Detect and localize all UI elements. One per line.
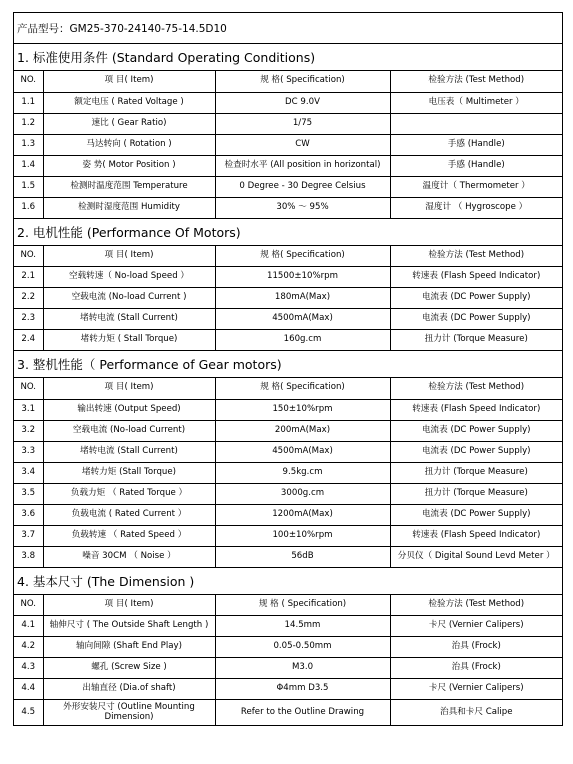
column-header: 项 目( Item) xyxy=(43,378,215,399)
specification-cell: 0 Degree - 30 Degree Celsius xyxy=(215,176,390,197)
column-header: NO. xyxy=(14,71,43,92)
row-number: 3.8 xyxy=(14,546,43,567)
item-cell: 出轴直径 (Dia.of shaft) xyxy=(43,679,215,700)
specification-cell: 200mA(Max) xyxy=(215,420,390,441)
row-number: 3.2 xyxy=(14,420,43,441)
row-number: 4.3 xyxy=(14,658,43,679)
test-method-cell: 电流表 (DC Power Supply) xyxy=(390,441,562,462)
row-number: 2.4 xyxy=(14,330,43,351)
item-cell: 速比 ( Gear Ratio) xyxy=(43,113,215,134)
row-number: 1.5 xyxy=(14,176,43,197)
spec-table xyxy=(14,246,562,352)
row-number: 1.6 xyxy=(14,197,43,218)
specification-cell: 检查时水平 (All position in horizontal) xyxy=(215,155,390,176)
table-row xyxy=(14,658,562,679)
table-row xyxy=(14,197,562,218)
item-cell: 噪音 30CM （ Noise ） xyxy=(43,546,215,567)
section-title: 3. 整机性能（ Performance of Gear motors) xyxy=(14,351,562,378)
specification-cell: 100±10%rpm xyxy=(215,525,390,546)
item-cell: 负载力矩 （ Rated Torque ） xyxy=(43,483,215,504)
table-row xyxy=(14,679,562,700)
table-row xyxy=(14,637,562,658)
specification-cell: CW xyxy=(215,134,390,155)
item-cell: 堵转电流 (Stall Current) xyxy=(43,441,215,462)
item-cell: 检测时温度范围 Temperature xyxy=(43,176,215,197)
column-header: NO. xyxy=(14,378,43,399)
table-row xyxy=(14,155,562,176)
row-number: 1.1 xyxy=(14,92,43,113)
row-number: 2.1 xyxy=(14,267,43,288)
table-header-row xyxy=(14,378,562,399)
spec-table xyxy=(14,595,562,727)
specification-cell: DC 9.0V xyxy=(215,92,390,113)
test-method-cell: 卡尺 (Vernier Calipers) xyxy=(390,679,562,700)
specification-cell: 3000g.cm xyxy=(215,483,390,504)
item-cell: 堵转电流 (Stall Current) xyxy=(43,309,215,330)
row-number: 4.2 xyxy=(14,637,43,658)
column-header: 检验方法 (Test Method) xyxy=(390,595,562,616)
item-cell: 额定电压 ( Rated Voltage ) xyxy=(43,92,215,113)
specification-cell: 160g.cm xyxy=(215,330,390,351)
column-header: 规 格( Specification) xyxy=(215,378,390,399)
row-number: 4.1 xyxy=(14,616,43,637)
item-cell: 马达转向 ( Rotation ) xyxy=(43,134,215,155)
table-row xyxy=(14,267,562,288)
section-title: 2. 电机性能 (Performance Of Motors) xyxy=(14,219,562,246)
specification-cell: M3.0 xyxy=(215,658,390,679)
row-number: 3.1 xyxy=(14,399,43,420)
test-method-cell: 转速表 (Flash Speed Indicator) xyxy=(390,399,562,420)
test-method-cell: 扭力计 (Torque Measure) xyxy=(390,330,562,351)
table-row xyxy=(14,525,562,546)
table-row xyxy=(14,309,562,330)
specification-cell: 0.05-0.50mm xyxy=(215,637,390,658)
table-row xyxy=(14,546,562,567)
item-cell: 输出转速 (Output Speed) xyxy=(43,399,215,420)
table-row xyxy=(14,113,562,134)
column-header: 检验方法 (Test Method) xyxy=(390,71,562,92)
row-number: 3.6 xyxy=(14,504,43,525)
table-row xyxy=(14,330,562,351)
table-row xyxy=(14,700,562,726)
test-method-cell: 转速表 (Flash Speed Indicator) xyxy=(390,267,562,288)
spec-table xyxy=(14,378,562,568)
test-method-cell: 湿度计 （ Hygroscope ） xyxy=(390,197,562,218)
row-number: 1.4 xyxy=(14,155,43,176)
specification-cell: 11500±10%rpm xyxy=(215,267,390,288)
column-header: 项 目( Item) xyxy=(43,595,215,616)
specification-cell: 150±10%rpm xyxy=(215,399,390,420)
item-cell: 轴伸尺寸 ( The Outside Shaft Length ) xyxy=(43,616,215,637)
test-method-cell: 卡尺 (Vernier Calipers) xyxy=(390,616,562,637)
test-method-cell: 转速表 (Flash Speed Indicator) xyxy=(390,525,562,546)
column-header: 规 格( Specification) xyxy=(215,71,390,92)
table-row xyxy=(14,616,562,637)
specification-cell: 56dB xyxy=(215,546,390,567)
specification-cell: 14.5mm xyxy=(215,616,390,637)
table-row xyxy=(14,483,562,504)
row-number: 4.4 xyxy=(14,679,43,700)
item-cell: 负载电流 ( Rated Current ） xyxy=(43,504,215,525)
column-header: 规 格( Specification) xyxy=(215,246,390,267)
test-method-cell: 治具 (Frock) xyxy=(390,658,562,679)
test-method-cell: 电流表 (DC Power Supply) xyxy=(390,420,562,441)
table-row xyxy=(14,441,562,462)
test-method-cell: 治具和卡尺 Calipe xyxy=(390,700,562,726)
column-header: 项 目( Item) xyxy=(43,71,215,92)
specification-cell: 30% ～ 95% xyxy=(215,197,390,218)
spec-sheet xyxy=(13,12,563,726)
item-cell: 螺孔 (Screw Size ) xyxy=(43,658,215,679)
test-method-cell: 电流表 (DC Power Supply) xyxy=(390,309,562,330)
test-method-cell: 温度计（ Thermometer ） xyxy=(390,176,562,197)
column-header: NO. xyxy=(14,595,43,616)
specification-cell: Refer to the Outline Drawing xyxy=(215,700,390,726)
table-header-row xyxy=(14,71,562,92)
table-row xyxy=(14,92,562,113)
test-method-cell: 电流表 (DC Power Supply) xyxy=(390,504,562,525)
table-row xyxy=(14,176,562,197)
item-cell: 外形安装尺寸 (Outline Mounting Dimension) xyxy=(43,700,215,726)
column-header: NO. xyxy=(14,246,43,267)
row-number: 1.2 xyxy=(14,113,43,134)
specification-cell: Φ4mm D3.5 xyxy=(215,679,390,700)
item-cell: 堵转力矩 (Stall Torque) xyxy=(43,462,215,483)
column-header: 规 格 ( Specification) xyxy=(215,595,390,616)
row-number: 2.3 xyxy=(14,309,43,330)
test-method-cell: 扭力计 (Torque Measure) xyxy=(390,483,562,504)
test-method-cell xyxy=(390,113,562,134)
item-cell: 轴向间隙 (Shaft End Play) xyxy=(43,637,215,658)
section-title: 1. 标准使用条件 (Standard Operating Conditions) xyxy=(14,44,562,71)
row-number: 4.5 xyxy=(14,700,43,726)
item-cell: 堵转力矩 ( Stall Torque) xyxy=(43,330,215,351)
test-method-cell: 手感 (Handle) xyxy=(390,155,562,176)
test-method-cell: 分贝仪（ Digital Sound Levd Meter ） xyxy=(390,546,562,567)
test-method-cell: 电压表（ Multimeter ） xyxy=(390,92,562,113)
column-header: 项 目( Item) xyxy=(43,246,215,267)
specification-cell: 1200mA(Max) xyxy=(215,504,390,525)
test-method-cell: 电流表 (DC Power Supply) xyxy=(390,288,562,309)
item-cell: 负载转速 （ Rated Speed ） xyxy=(43,525,215,546)
table-header-row xyxy=(14,595,562,616)
section-title: 4. 基本尺寸 (The Dimension ) xyxy=(14,568,562,595)
specification-cell: 9.5kg.cm xyxy=(215,462,390,483)
table-row xyxy=(14,399,562,420)
row-number: 3.4 xyxy=(14,462,43,483)
table-row xyxy=(14,504,562,525)
specification-cell: 4500mA(Max) xyxy=(215,309,390,330)
test-method-cell: 扭力计 (Torque Measure) xyxy=(390,462,562,483)
item-cell: 空载电流 (No-load Current) xyxy=(43,420,215,441)
product-model: 产品型号：GM25-370-24140-75-14.5D10 xyxy=(14,13,562,44)
item-cell: 空载转速（ No-load Speed ） xyxy=(43,267,215,288)
item-cell: 姿 势( Motor Position ) xyxy=(43,155,215,176)
item-cell: 检测时湿度范围 Humidity xyxy=(43,197,215,218)
specification-cell: 1/75 xyxy=(215,113,390,134)
specification-cell: 180mA(Max) xyxy=(215,288,390,309)
row-number: 3.3 xyxy=(14,441,43,462)
table-header-row xyxy=(14,246,562,267)
test-method-cell: 手感 (Handle) xyxy=(390,134,562,155)
specification-cell: 4500mA(Max) xyxy=(215,441,390,462)
column-header: 检验方法 (Test Method) xyxy=(390,378,562,399)
test-method-cell: 治具 (Frock) xyxy=(390,637,562,658)
spec-table xyxy=(14,71,562,219)
table-row xyxy=(14,420,562,441)
row-number: 3.7 xyxy=(14,525,43,546)
row-number: 2.2 xyxy=(14,288,43,309)
column-header: 检验方法 (Test Method) xyxy=(390,246,562,267)
sections-container xyxy=(14,44,562,726)
item-cell: 空载电流 (No-load Current ) xyxy=(43,288,215,309)
table-row xyxy=(14,462,562,483)
row-number: 1.3 xyxy=(14,134,43,155)
table-row xyxy=(14,134,562,155)
row-number: 3.5 xyxy=(14,483,43,504)
table-row xyxy=(14,288,562,309)
